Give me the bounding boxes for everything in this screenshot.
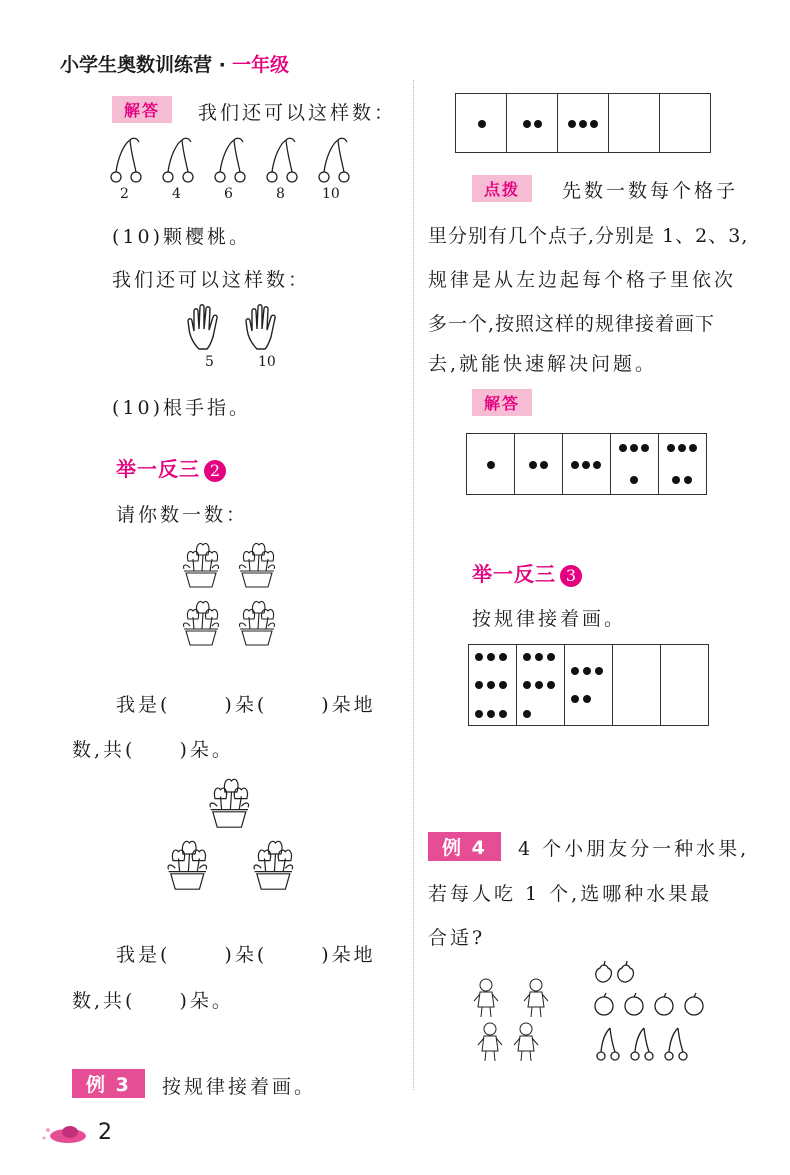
flower-pot-icon xyxy=(239,601,274,645)
flower-pots-triangle xyxy=(160,770,310,900)
flower-pot-icon xyxy=(239,543,274,587)
child-icon xyxy=(478,1023,502,1061)
flower-pots-2x2 xyxy=(178,535,288,650)
grid-cell xyxy=(469,645,517,726)
book-series-title: 小学生奥数训练营 · xyxy=(60,54,226,76)
grid-cell-empty[interactable] xyxy=(661,645,709,726)
example-3-grid xyxy=(455,93,711,153)
apple-icon xyxy=(595,993,613,1015)
grid-cell xyxy=(563,434,611,495)
cherry-pair-icon xyxy=(665,1028,687,1060)
practice-3-heading: 举一反三 3 xyxy=(472,558,582,587)
pear-icon xyxy=(618,961,634,982)
answer-tag-right: 解答 xyxy=(472,389,532,416)
example-4-line-2: 若每人吃 1 个,选哪种水果最 xyxy=(428,883,713,905)
question-1-line-2: 数,共( )朵。 xyxy=(72,739,234,761)
question-2-line-1: 我是( )朵( )朵地 xyxy=(116,944,376,966)
grid-cell xyxy=(659,434,707,495)
page-number: 2 xyxy=(98,1120,112,1145)
cherry-pair-icon xyxy=(631,1028,653,1060)
hint-line-2: 里分别有几个点子,分别是 1、2、3, xyxy=(428,225,749,247)
cherry-pair-icon xyxy=(597,1028,619,1060)
grid-cell-empty[interactable] xyxy=(613,645,661,726)
cherry-count-label: 10 xyxy=(322,186,340,202)
example-3-tag: 例 3 xyxy=(72,1069,145,1098)
result-fingers: (10)根手指。 xyxy=(112,397,252,419)
practice-3-prompt: 按规律接着画。 xyxy=(472,608,627,630)
cherry-pair-icon xyxy=(111,138,141,182)
hint-line-4: 多一个,按照这样的规律接着画下 xyxy=(428,313,716,335)
grid-cell xyxy=(558,94,609,153)
grid-cell xyxy=(467,434,515,495)
example-4-tag: 例 4 xyxy=(428,832,501,861)
grid-cell xyxy=(456,94,507,153)
apple-icon xyxy=(685,993,703,1015)
cherry-pair-icon xyxy=(215,138,245,182)
grade-label: 一年级 xyxy=(232,54,290,76)
hand-icon xyxy=(246,305,275,349)
intro-text-1: 我们还可以这样数： xyxy=(198,102,397,124)
hint-line-5: 去,就能快速解决问题。 xyxy=(428,353,658,375)
child-icon xyxy=(514,1023,538,1061)
finger-count-label: 10 xyxy=(258,354,276,370)
apple-icon xyxy=(625,993,643,1015)
apple-icon xyxy=(655,993,673,1015)
cherry-count-label: 4 xyxy=(172,186,181,202)
intro-text-2: 我们还可以这样数： xyxy=(112,269,311,291)
hint-line-3: 规律是从左边起每个格子里依次 xyxy=(428,269,737,291)
practice-2-heading: 举一反三 2 xyxy=(116,453,226,482)
result-cherries: (10)颗樱桃。 xyxy=(112,226,252,248)
question-2-line-2: 数,共( )朵。 xyxy=(72,990,234,1012)
answer-grid xyxy=(466,433,707,495)
child-icon xyxy=(474,979,498,1017)
child-icon xyxy=(524,979,548,1017)
cherry-pair-icon xyxy=(163,138,193,182)
grid-cell xyxy=(611,434,659,495)
flower-pot-icon xyxy=(168,841,207,889)
flower-pot-icon xyxy=(183,543,218,587)
column-divider xyxy=(413,80,414,1090)
grid-cell-empty[interactable] xyxy=(660,94,711,153)
grid-cell xyxy=(507,94,558,153)
grid-cell xyxy=(517,645,565,726)
hint-tag: 点拨 xyxy=(472,175,532,202)
four-children-illustration xyxy=(470,975,550,1065)
question-1-line-1: 我是( )朵( )朵地 xyxy=(116,694,376,716)
hint-line-1: 先数一数每个格子 xyxy=(562,180,739,202)
cherry-count-label: 2 xyxy=(120,186,129,202)
cherry-count-label: 8 xyxy=(276,186,285,202)
rocket-logo-icon xyxy=(40,1120,90,1148)
pear-icon xyxy=(596,961,612,982)
fruit-options-illustration xyxy=(592,960,712,1065)
finger-count-label: 5 xyxy=(205,354,214,370)
hands-illustration xyxy=(185,303,295,353)
cherry-count-label: 6 xyxy=(224,186,233,202)
flower-pot-icon xyxy=(210,779,249,827)
example-4-line-3: 合适? xyxy=(428,927,486,949)
flower-pot-icon xyxy=(183,601,218,645)
grid-cell xyxy=(515,434,563,495)
cherry-pair-icon xyxy=(267,138,297,182)
example-3-text: 按规律接着画。 xyxy=(162,1076,317,1098)
practice-2-prompt: 请你数一数： xyxy=(116,504,249,526)
answer-tag-left: 解答 xyxy=(112,96,172,123)
example-4-line-1: 4 个小朋友分一种水果, xyxy=(518,838,750,860)
practice-3-grid xyxy=(468,644,709,726)
hand-icon xyxy=(188,305,217,349)
grid-cell xyxy=(565,645,613,726)
flower-pot-icon xyxy=(254,841,293,889)
cherry-pair-icon xyxy=(319,138,349,182)
grid-cell-empty[interactable] xyxy=(609,94,660,153)
